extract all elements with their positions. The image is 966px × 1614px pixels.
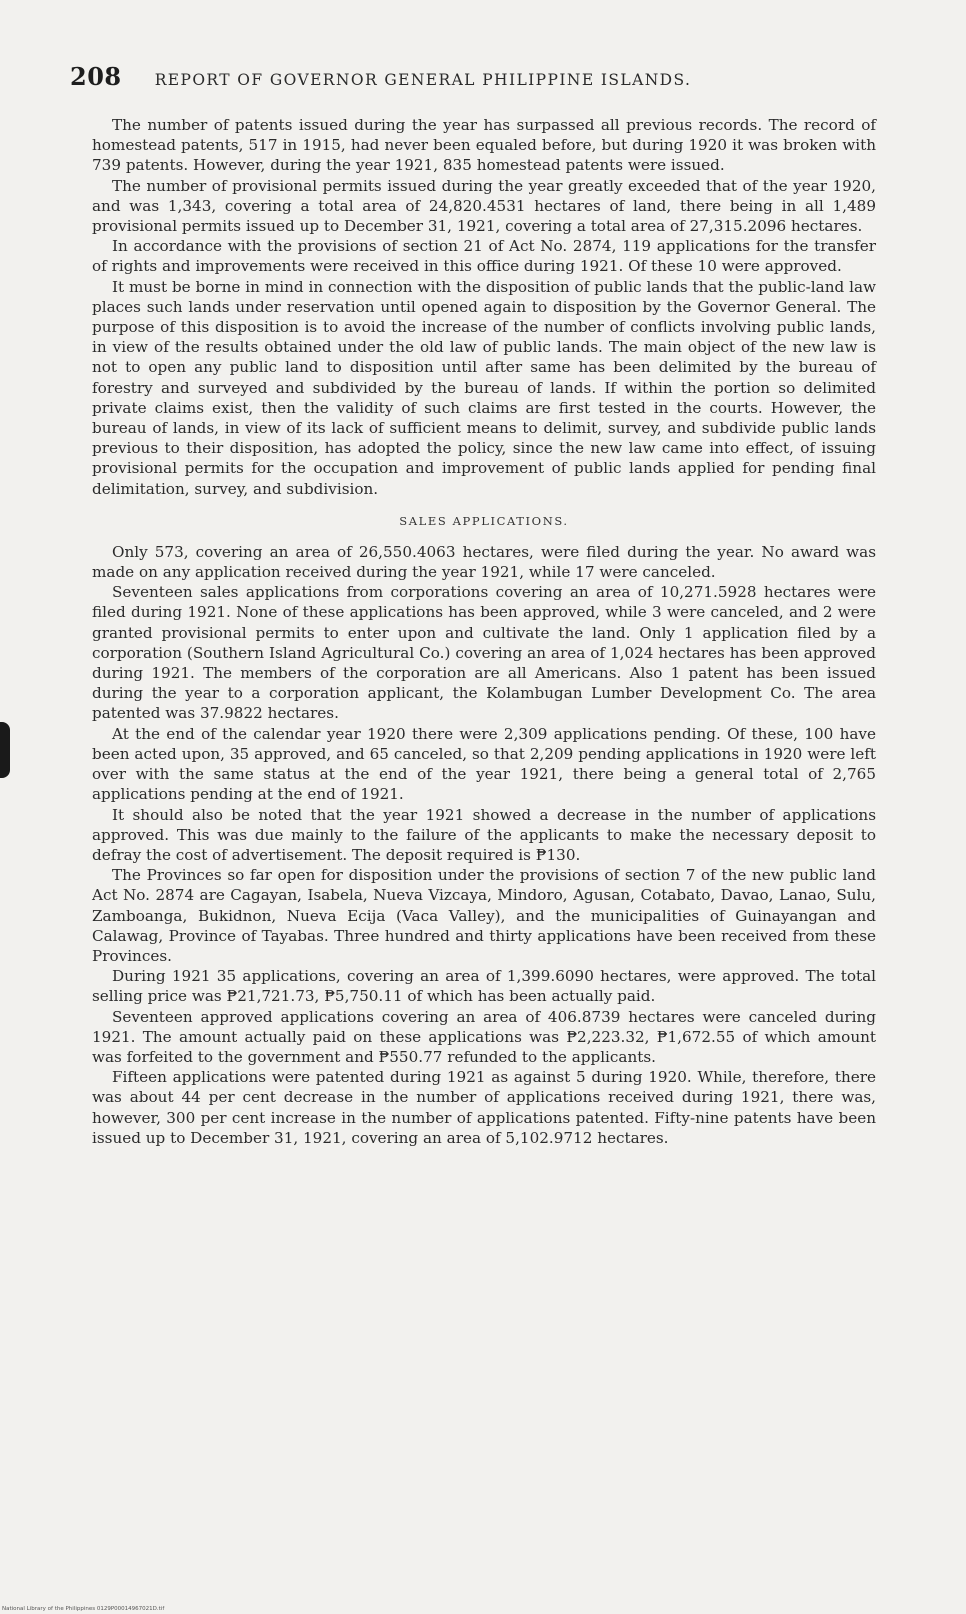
paragraph: Fifteen applications were patented during 1921 as against 5 during 1920. While, therefore, there was about 44 per cent decrease in the number of applications received during 1921, there was, however, 300 per cent increase in the number of applications patented. Fifty-nine patents have been issued up to December 31, 1921, covering an area of 5,102.9712 hectares. [92,1068,876,1147]
scan-edge-mark [0,722,10,778]
paragraph: Only 573, covering an area of 26,550.4063 hectares, were filed during the year. No award was made on any application received during the year 1921, while 17 were canceled. [92,542,876,582]
paragraph: It must be borne in mind in connection with the disposition of public lands that the public-land law places such lands under reservation until opened again to disposition by the Governor General. The purpose of this disposition is to avoid the increase of the number of conflicts involving public lands, in view of the results obtained under the old law of public lands. The main object of the new law is not to open any public land to disposition until after same has been delimited by the bureau of forestry and surveyed and subdivided by the bureau of lands. If within the portion so delimited private claims exist, then the validity of such claims are first tested in the courts. However, the bureau of lands, in view of its lack of sufficient means to delimit, survey, and subdivide public lands previous to their disposition, has adopted the policy, since the new law came into effect, of issuing provisional permits for the occupation and improvement of public lands applied for pending final delimitation, survey, and subdivision. [92,277,876,498]
page-header [70,62,910,92]
running-head: REPORT OF GOVERNOR GENERAL PHILIPPINE ISLANDS. [154,71,692,89]
paragraph: It should also be noted that the year 1921 showed a decrease in the number of applications approved. This was due mainly to the failure of the applicants to make the necessary deposit to defray the cost of advertisement. The deposit required is ₱130. [92,805,876,864]
paragraph: In accordance with the provisions of section 21 of Act No. 2874, 119 applications for the transfer of rights and improvements were received in this office during 1921. Of these 10 were approved. [92,237,876,276]
paragraph: At the end of the calendar year 1920 there were 2,309 applications pending. Of these, 100 have been acted upon, 35 approved, and 65 canceled, so that 2,209 pending applications in 1920 were left over with the same status at the end of the year 1921, there being a general total of 2,765 applications pending at the end of 1921. [92,724,876,804]
section-heading: SALES APPLICATIONS. [399,513,569,528]
body-text [92,115,876,1148]
paragraph: Seventeen approved applications covering an area of 406.8739 hectares were canceled during 1921. The amount actually paid on these applications was ₱2,223.32, ₱1,672.55 of which amount was forfeited to the government and ₱550.77 refunded to the applicants. [92,1007,876,1066]
paragraph: Seventeen sales applications from corporations covering an area of 10,271.5928 hectares were filed during 1921. None of these applications has been approved, while 3 were canceled, and 2 were granted provisional permits to enter upon and cultivate the land. Only 1 application filed by a corporation (Southern Island Agricultural Co.) covering an area of 1,024 hectares has been approved during 1921. The members of the corporation are all Americans. Also 1 patent has been issued during the year to a corporation applicant, the Kolambugan Lumber Development Co. The area patented was 37.9822 hectares. [92,583,876,723]
scan-footer: National Library of the Philippines 0129P00014967021D.tif [2,1606,165,1612]
paragraph: The number of patents issued during the year has surpassed all previous records. The record of homestead patents, 517 in 1915, had never been equaled before, but during 1920 it was broken with 739 patents. However, during the year 1921, 835 homestead patents were issued. [92,116,876,175]
paragraph: The number of provisional permits issued during the year greatly exceeded that of the year 1920, and was 1,343, covering a total area of 24,820.4531 hectares of land, there being in all 1,489 provisional permits issued up to December 31, 1921, covering a total area of 27,315.2096 hectares. [92,176,876,236]
paragraph: The Provinces so far open for disposition under the provisions of section 7 of the new public land Act No. 2874 are Cagayan, Isabela, Nueva Vizcaya, Mindoro, Agusan, Cotabato, Davao, Lanao, Sulu, Zamboanga, Bukidnon, Nueva Ecija (Vaca Valley), and the municipalities of Guinayangan and Calawag, Province of Tayabas. Three hundred and thirty applications have been received from these Provinces. [92,866,876,965]
paragraph: During 1921 35 applications, covering an area of 1,399.6090 hectares, were approved. The total selling price was ₱21,721.73, ₱5,750.11 of which has been actually paid. [92,967,876,1006]
page-number: 208 [70,62,122,91]
